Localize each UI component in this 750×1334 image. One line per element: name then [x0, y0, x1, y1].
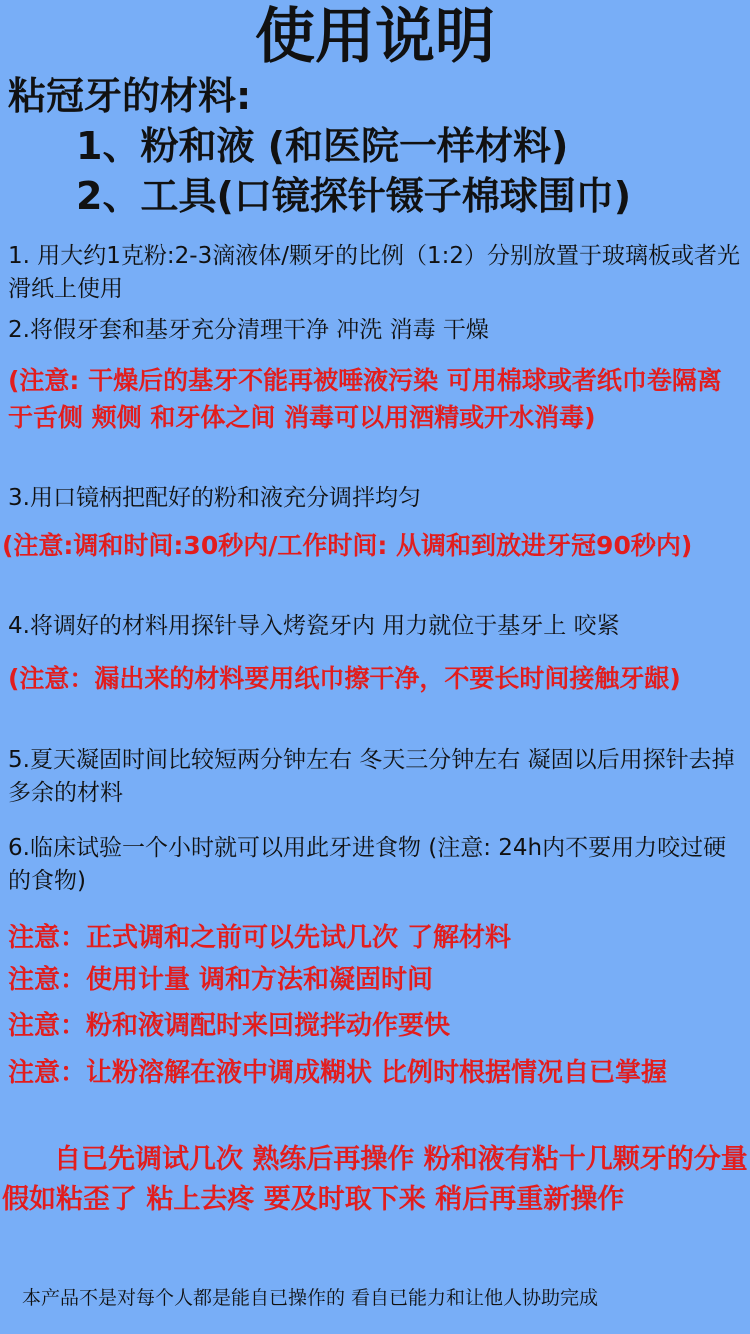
note-4: 注意：让粉溶解在液中调成糊状 比例时根据情况自已掌握 [8, 1058, 668, 1088]
step-3-note: (注意:调和时间:30秒内/工作时间: 从调和到放进牙冠90秒内) [2, 531, 693, 560]
step-4: 4.将调好的材料用探针导入烤瓷牙内 用力就位于基牙上 咬紧 [8, 613, 620, 639]
footer-disclaimer: 本产品不是对每个人都是能自已操作的 看自已能力和让他人协助完成 [22, 1287, 599, 1309]
step-3: 3.用口镜柄把配好的粉和液充分调拌均匀 [8, 485, 421, 511]
materials-item-1: 1、粉和液 (和医院一样材料) [76, 124, 569, 168]
step-6: 6.临床试验一个小时就可以用此牙进食物 (注意: 24h内不要用力咬过硬的食物) [8, 835, 727, 894]
note-3: 注意：粉和液调配时来回搅拌动作要快 [8, 1011, 451, 1041]
materials-item-2: 2、工具(口镜探针镊子棉球围巾) [76, 174, 632, 218]
step-1: 1. 用大约1克粉:2-3滴液体/颗牙的比例（1:2）分别放置于玻璃板或者光滑纸上使用 [8, 243, 740, 302]
step-4-note: (注意：漏出来的材料要用纸巾擦干净，不要长时间接触牙龈) [8, 664, 681, 693]
note-1: 注意：正式调和之前可以先试几次 了解材料 [8, 923, 512, 953]
page-title: 使用说明 [255, 2, 495, 72]
step-2-note: (注意: 干燥后的基牙不能再被唾液污染 可用棉球或者纸巾卷隔离于舌侧 颊侧 和牙体之间 消毒可以用酒精或开水消毒) [8, 366, 722, 432]
closing-paragraph: 自已先调试几次 熟练后再操作 粉和液有粘十几颗牙的分量假如粘歪了 粘上去疼 要及时取下来 稍后再重新操作 [2, 1144, 748, 1215]
step-2: 2.将假牙套和基牙充分清理干净 冲洗 消毒 干燥 [8, 317, 489, 343]
materials-heading: 粘冠牙的材料: [8, 74, 252, 118]
note-2: 注意：使用计量 调和方法和凝固时间 [8, 965, 434, 995]
step-5: 5.夏天凝固时间比较短两分钟左右 冬天三分钟左右 凝固以后用探针去掉多余的材料 [8, 747, 735, 806]
